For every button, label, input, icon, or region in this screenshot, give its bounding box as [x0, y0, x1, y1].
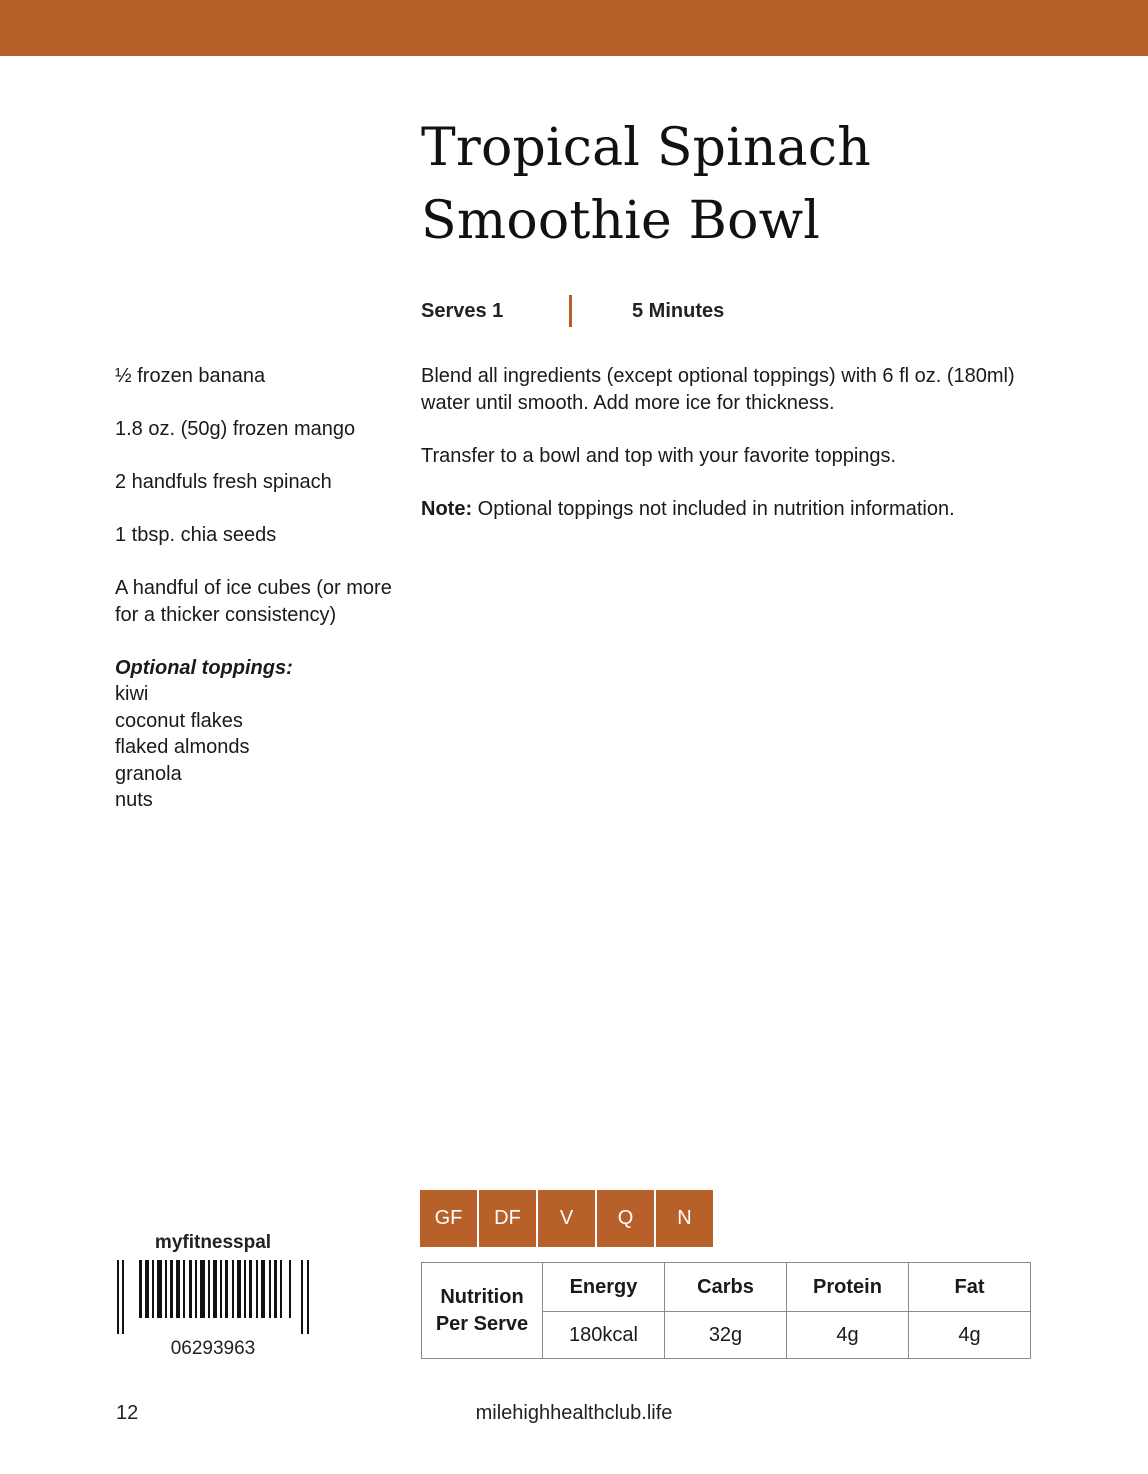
fat-header: Fat	[909, 1263, 1031, 1312]
badge-vegan: V	[538, 1190, 595, 1247]
ingredient-item: 2 handfuls fresh spinach	[115, 471, 332, 493]
topping-item: granola	[115, 762, 182, 785]
ingredient-item: 1.8 oz. (50g) frozen mango	[115, 418, 356, 440]
topping-item: coconut flakes	[115, 709, 243, 732]
nutrition-header-line-1: Nutrition	[440, 1285, 524, 1308]
carbs-header: Carbs	[665, 1263, 787, 1312]
carbs-value: 32g	[665, 1312, 787, 1359]
method-step-2: Transfer to a bowl and top with your favorite toppings.	[421, 444, 897, 467]
title-line-2: Smoothie Bowl	[421, 191, 821, 251]
myfitnesspal-label: myfitnesspal	[154, 1232, 272, 1253]
prep-time-label: 5 Minutes	[632, 299, 725, 322]
title-line-1: Tropical Spinach	[421, 118, 871, 178]
fat-value: 4g	[909, 1312, 1031, 1359]
nutrition-table	[421, 1262, 1031, 1359]
protein-header: Protein	[787, 1263, 909, 1312]
topping-item: nuts	[115, 789, 153, 811]
badge-nuts: N	[656, 1190, 713, 1247]
ingredients-list	[115, 363, 415, 814]
nutrition-header-row	[422, 1263, 1031, 1312]
header-band	[0, 0, 1148, 56]
page-number: 12	[116, 1402, 139, 1424]
topping-item: kiwi	[115, 683, 149, 705]
dietary-badges	[420, 1190, 715, 1247]
topping-item: flaked almonds	[115, 736, 250, 758]
energy-value: 180kcal	[543, 1312, 665, 1359]
serves-label: Serves 1	[421, 299, 504, 322]
badge-dairy-free: DF	[479, 1190, 536, 1247]
note-label: Note:	[421, 497, 473, 520]
ingredient-item: 1 tbsp. chia seeds	[115, 524, 277, 546]
meta-divider	[569, 295, 572, 327]
ingredient-item: ½ frozen banana	[115, 365, 266, 387]
barcode-number: 06293963	[170, 1338, 256, 1359]
barcode-icon	[113, 1260, 313, 1334]
method-section	[421, 363, 1061, 549]
method-note	[421, 496, 1061, 523]
energy-header: Energy	[543, 1263, 665, 1312]
badge-quick: Q	[597, 1190, 654, 1247]
recipe-title	[421, 112, 1081, 258]
footer-url: milehighhealthclub.life	[475, 1402, 673, 1424]
recipe-meta	[421, 294, 724, 328]
optional-toppings-heading: Optional toppings:	[115, 656, 293, 679]
method-step-1: Blend all ingredients (except optional toppings) with 6 fl oz. (180ml) water until smooth. Add more ice for thickness.	[421, 365, 1015, 414]
nutrition-row-header	[422, 1263, 543, 1359]
ingredient-item: A handful of ice cubes (or more for a thicker consistency)	[115, 577, 392, 626]
badge-gluten-free: GF	[420, 1190, 477, 1247]
protein-value: 4g	[787, 1312, 909, 1359]
myfitnesspal-block	[113, 1232, 313, 1360]
note-text: Optional toppings not included in nutrition information.	[472, 497, 955, 520]
nutrition-header-line-2: Per Serve	[435, 1312, 529, 1335]
